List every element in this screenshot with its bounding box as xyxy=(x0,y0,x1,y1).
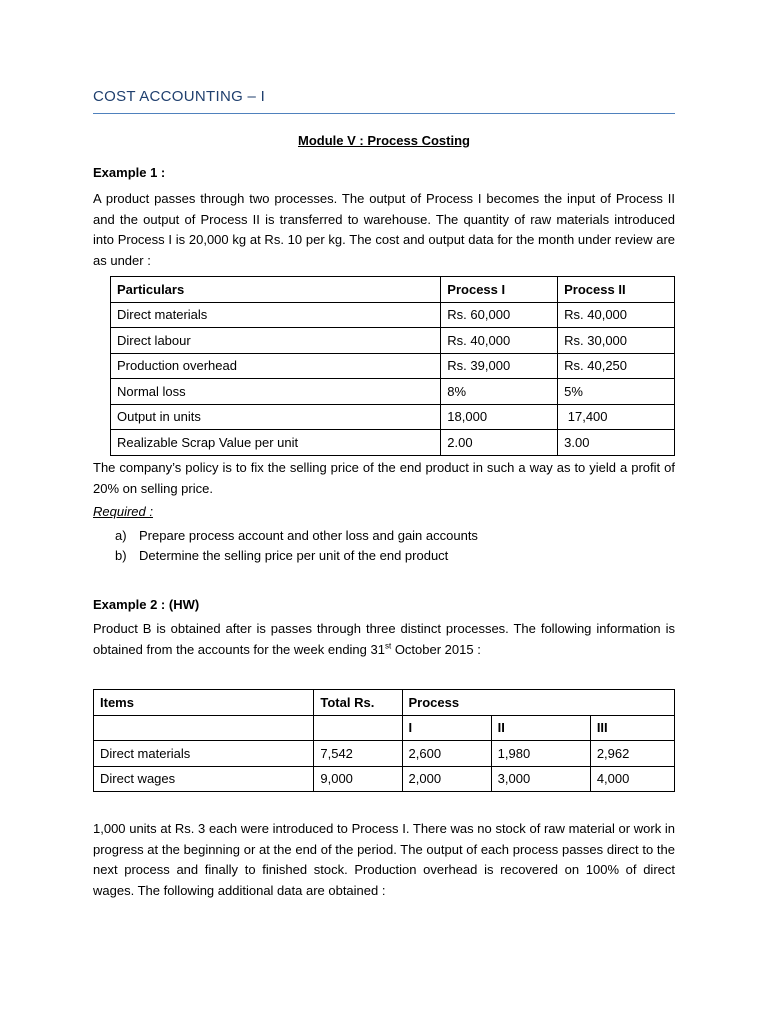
table-row xyxy=(111,404,675,430)
table-cell: Direct materials xyxy=(94,741,314,767)
required-item-a xyxy=(115,528,478,543)
table-header-row xyxy=(111,277,675,303)
table-cell: Rs. 40,000 xyxy=(558,302,675,328)
example2-table xyxy=(93,689,675,792)
table-row xyxy=(94,741,675,767)
table-cell: Direct materials xyxy=(111,302,441,328)
table-cell: 5% xyxy=(558,379,675,405)
table-cell: 2,962 xyxy=(590,741,674,767)
table-cell: Rs. 39,000 xyxy=(441,353,558,379)
table-header-cell: Particulars xyxy=(111,277,441,303)
table-cell: Production overhead xyxy=(111,353,441,379)
header-rule xyxy=(93,113,675,114)
table-cell: Rs. 30,000 xyxy=(558,328,675,354)
table-cell: 8% xyxy=(441,379,558,405)
table-header-row xyxy=(94,690,675,716)
list-item-text: Determine the selling price per unit of the end product xyxy=(139,548,449,563)
table-cell xyxy=(314,715,402,741)
table-header-cell: Process xyxy=(402,690,674,716)
table-cell: 3.00 xyxy=(558,430,675,456)
table-cell: Rs. 40,000 xyxy=(441,328,558,354)
table-cell: Rs. 40,250 xyxy=(558,353,675,379)
table-row xyxy=(111,430,675,456)
table-header-cell: Process I xyxy=(441,277,558,303)
table-subheader-row xyxy=(94,715,675,741)
table-cell: 17,400 xyxy=(558,404,675,430)
table-cell: 3,000 xyxy=(491,766,590,792)
example1-intro: A product passes through two processes. The output of Process I becomes the input of Process II and the output of Process II is transferred to warehouse. The quantity of raw materials introduced into Process I is 20,000 kg at Rs. 10 per kg. The cost and output data for the month under review are as under : xyxy=(93,191,675,268)
required-label: Required : xyxy=(93,504,153,519)
table-header-cell: II xyxy=(491,715,590,741)
example2-closing: 1,000 units at Rs. 3 each were introduced to Process I. There was no stock of raw material or work in progress at the beginning or at the end of the period. The output of each process passes direct to the next process and finally to finished stock. Production overhead is recovered on 100% of direct wages. The following additional data are obtained : xyxy=(93,821,675,898)
table-cell: 2,000 xyxy=(402,766,491,792)
table-cell: Normal loss xyxy=(111,379,441,405)
table-cell: Realizable Scrap Value per unit xyxy=(111,430,441,456)
table-header-cell: Items xyxy=(94,690,314,716)
table-cell: 4,000 xyxy=(590,766,674,792)
table-cell: Direct wages xyxy=(94,766,314,792)
module-title: Module V : Process Costing xyxy=(298,133,470,148)
list-marker: b) xyxy=(115,548,127,563)
table-cell: 18,000 xyxy=(441,404,558,430)
table-cell xyxy=(94,715,314,741)
ordinal-suffix: st xyxy=(384,641,392,651)
table-row xyxy=(111,328,675,354)
table-header-cell: I xyxy=(402,715,491,741)
table-cell: 2.00 xyxy=(441,430,558,456)
table-cell: 7,542 xyxy=(314,741,402,767)
example2-title: Example 2 : (HW) xyxy=(93,597,200,612)
table-row xyxy=(111,353,675,379)
table-header-cell: Process II xyxy=(558,277,675,303)
example1-title: Example 1 : xyxy=(93,165,166,180)
intro-text: Product B is obtained after is passes through three distinct processes. The following information is obtained from the accounts for the week ending 31 xyxy=(93,621,675,657)
table-header-cell: III xyxy=(590,715,674,741)
list-marker: a) xyxy=(115,528,127,543)
example1-policy: The company’s policy is to fix the selling price of the end product in such a way as to yield a profit of 20% on selling price. xyxy=(93,460,675,496)
table-cell: Rs. 60,000 xyxy=(441,302,558,328)
table-row xyxy=(111,379,675,405)
table-cell: Direct labour xyxy=(111,328,441,354)
table-cell: Output in units xyxy=(111,404,441,430)
example1-table xyxy=(110,276,675,456)
table-header-cell: Total Rs. xyxy=(314,690,402,716)
intro-text-end: October 2015 : xyxy=(391,641,481,657)
page-header-title: COST ACCOUNTING – I xyxy=(93,88,266,105)
table-cell: 9,000 xyxy=(314,766,402,792)
table-cell: 2,600 xyxy=(402,741,491,767)
example2-intro xyxy=(93,619,675,660)
table-cell: 1,980 xyxy=(491,741,590,767)
table-row xyxy=(111,302,675,328)
table-row xyxy=(94,766,675,792)
list-item-text: Prepare process account and other loss and gain accounts xyxy=(139,528,478,543)
required-item-b xyxy=(115,548,448,563)
